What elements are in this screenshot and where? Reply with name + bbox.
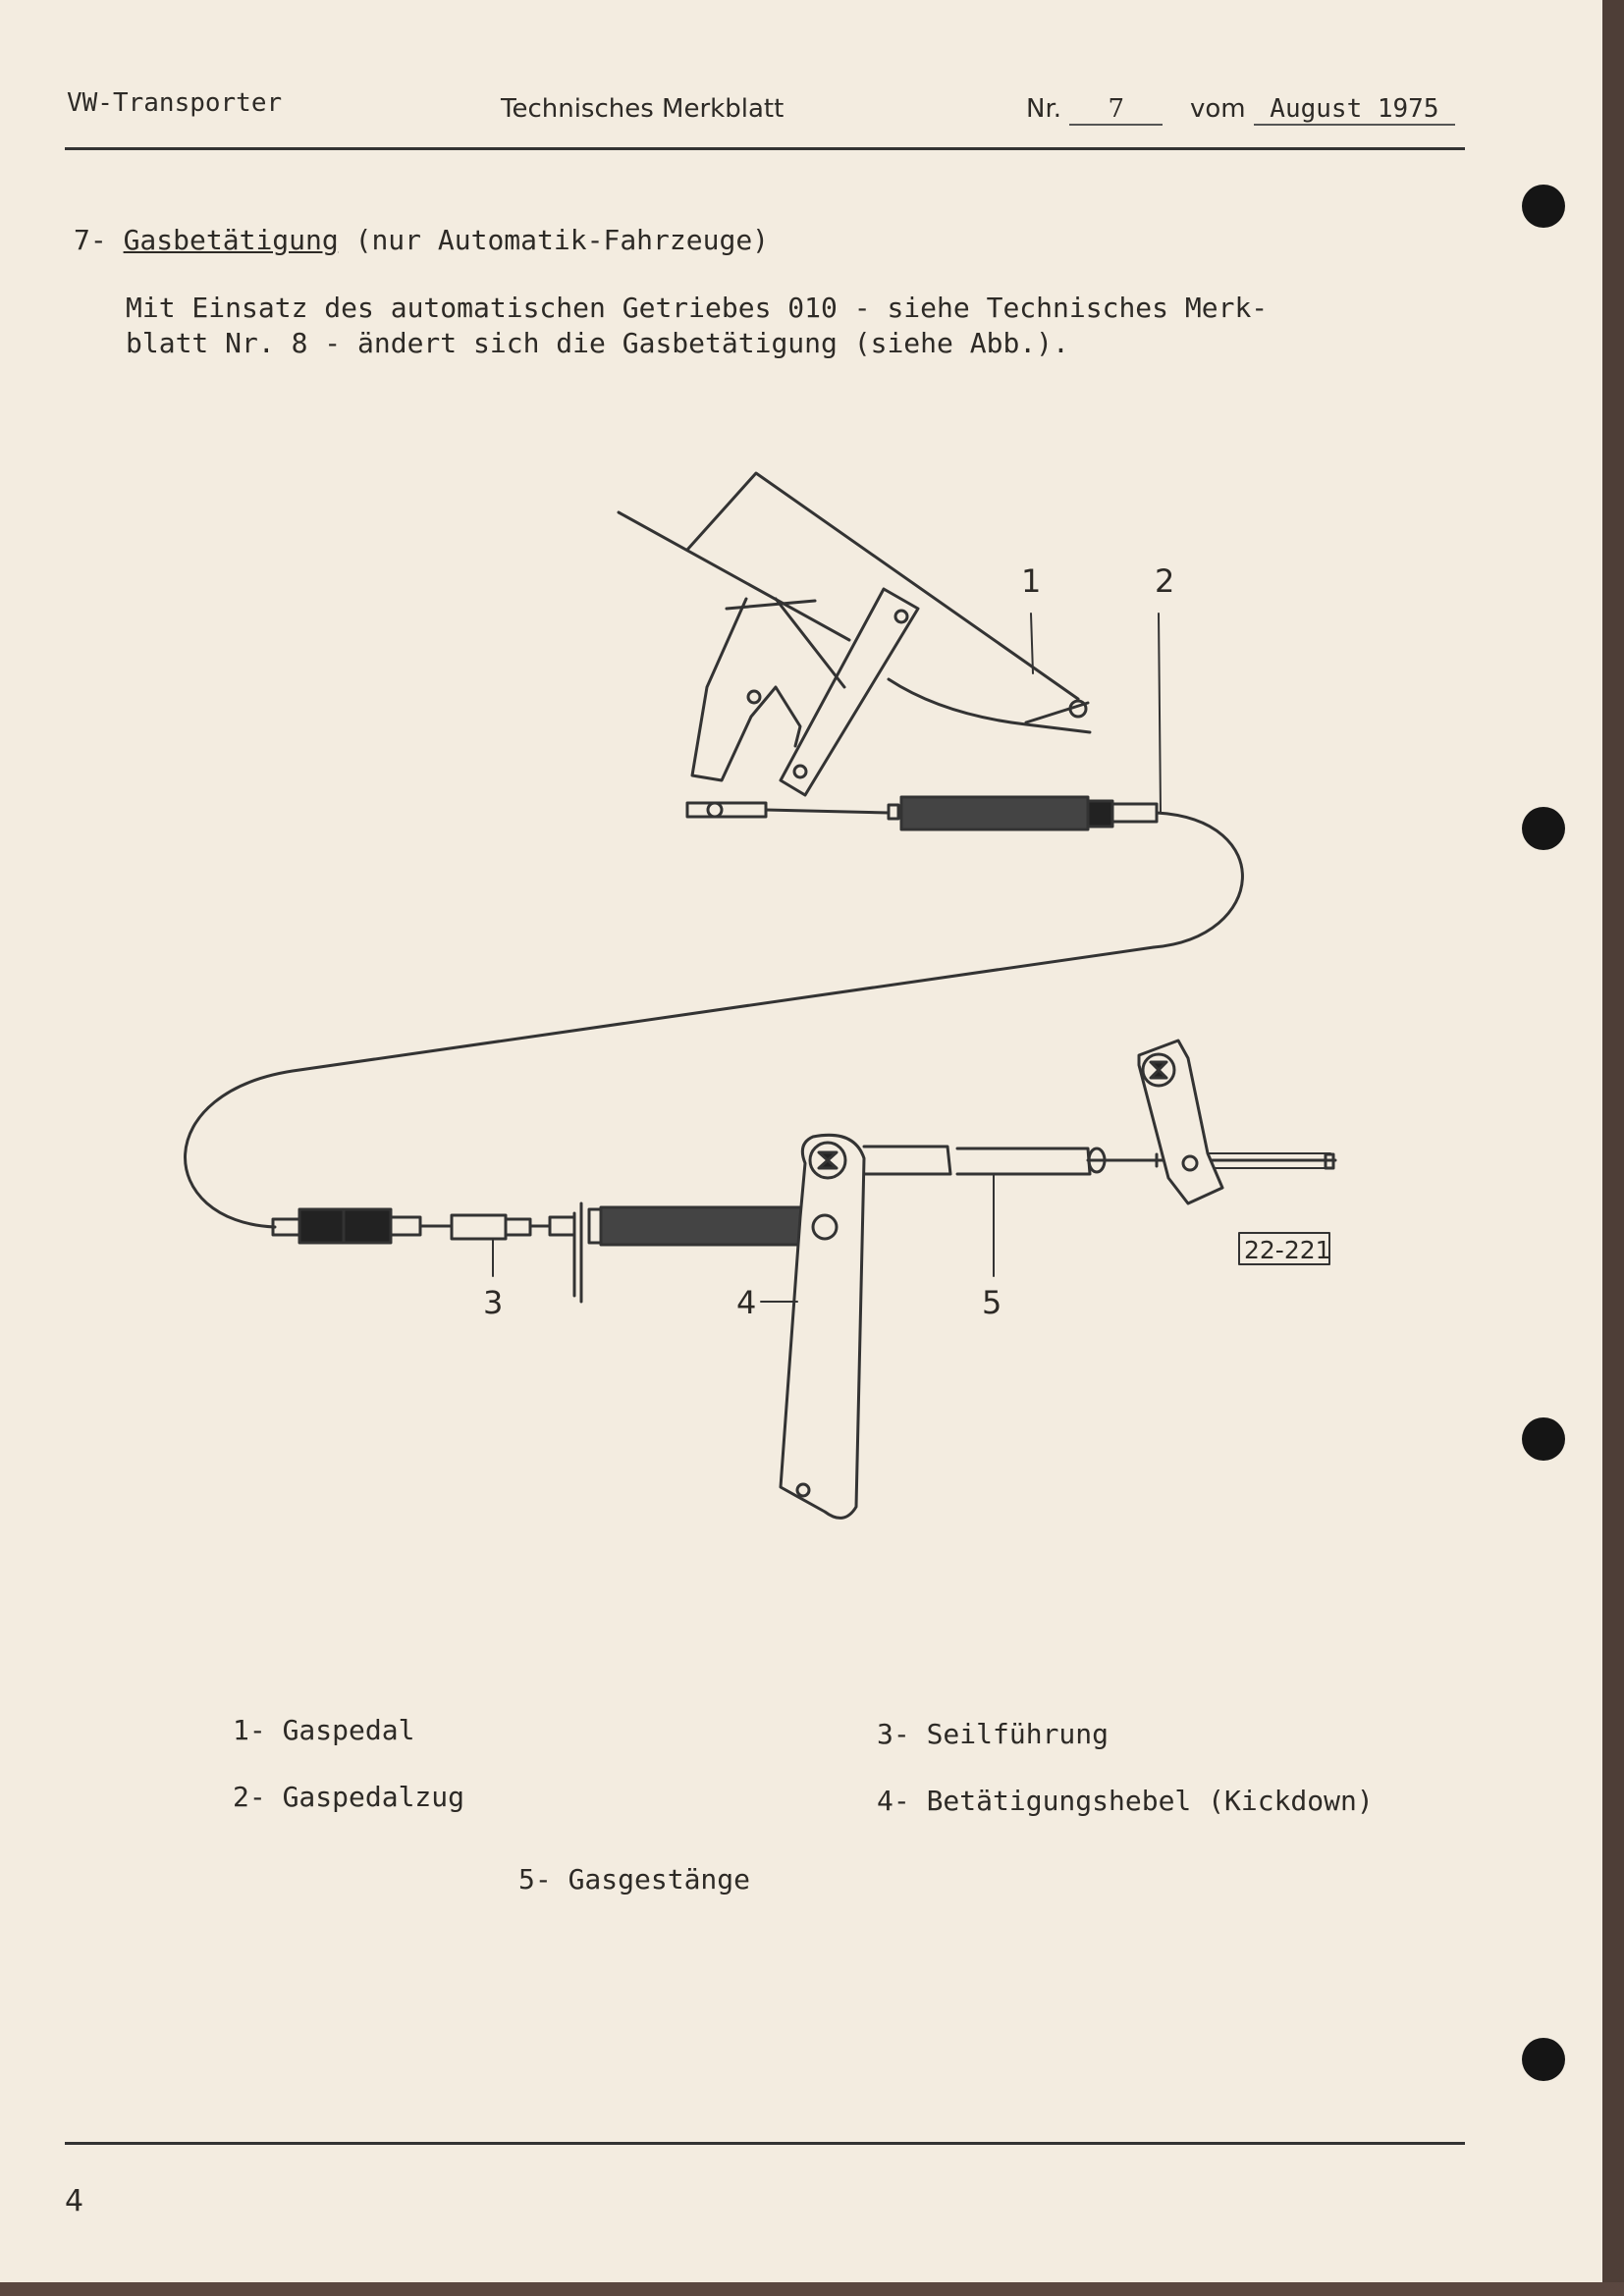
section-title: Gasbetätigung [123, 224, 339, 256]
kickdown-lever-drawing [781, 1135, 864, 1518]
gas-pedal-drawing [619, 473, 1090, 795]
header-model: VW-Transporter [67, 88, 283, 118]
header-nr-label: Nr. [1026, 94, 1062, 124]
header-doc-type: Technisches Merkblatt [501, 94, 785, 124]
header-vom-label: vom [1190, 94, 1246, 124]
scan-edge-right [1602, 0, 1624, 2296]
section-qualifier: (nur Automatik-Fahrzeuge) [354, 224, 770, 256]
legend-item-3: 3- Seilführung [877, 1718, 1110, 1750]
section-number: 7- [74, 224, 107, 256]
header-date-value: August 1975 [1254, 94, 1455, 126]
callout-2: 2 [1155, 562, 1175, 600]
page-number: 4 [65, 2184, 84, 2218]
callout-1: 1 [1021, 562, 1042, 600]
callout-3: 3 [483, 1284, 504, 1321]
footer-rule [65, 2142, 1465, 2145]
figure-id: 22-221 [1244, 1236, 1331, 1264]
intro-line-1: Mit Einsatz des automatischen Getriebes 010 - siehe Technisches Merk- [126, 292, 1269, 324]
callout-5: 5 [982, 1284, 1002, 1321]
legend-item-1: 1- Gaspedal [233, 1714, 415, 1746]
intro-line-2: blatt Nr. 8 - ändert sich die Gasbetätigung (siehe Abb.). [126, 327, 1069, 359]
callout-4: 4 [736, 1284, 757, 1321]
legend-item-4: 4- Betätigungshebel (Kickdown) [877, 1785, 1374, 1817]
scan-edge-bottom [0, 2282, 1624, 2296]
legend-item-5: 5- Gasgestänge [518, 1863, 751, 1896]
legend-item-2: 2- Gaspedalzug [233, 1781, 465, 1813]
header-nr-value: 7 [1069, 94, 1163, 126]
gas-linkage-drawing [864, 1041, 1335, 1203]
upper-cable-drawing [186, 797, 1243, 1227]
